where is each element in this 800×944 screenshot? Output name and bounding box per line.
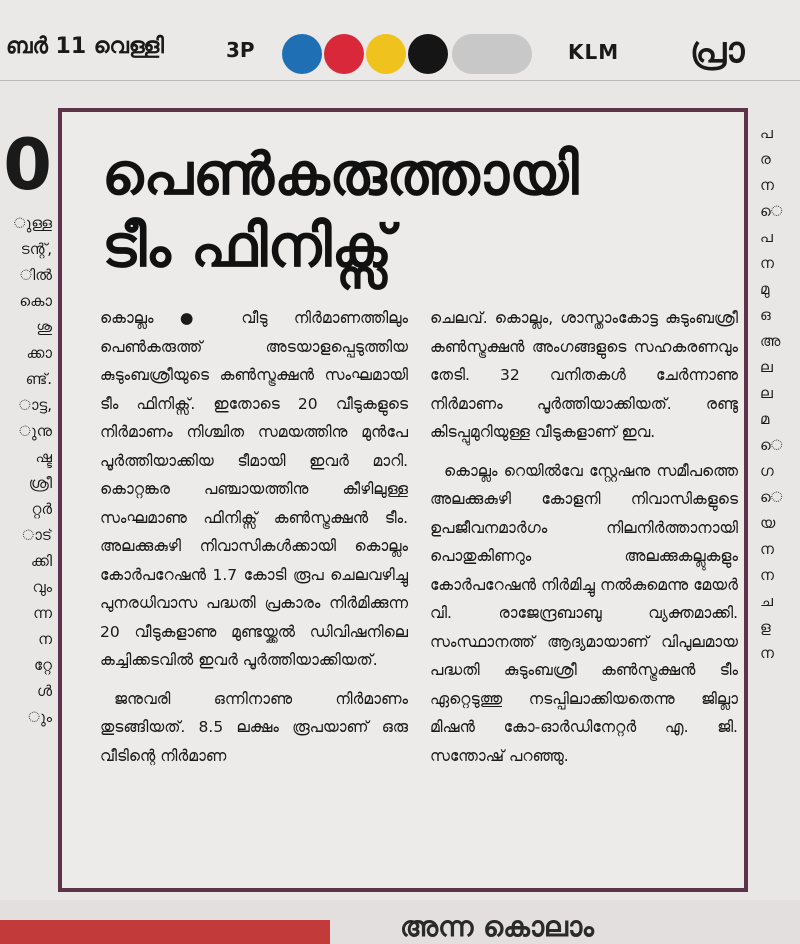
right-fragment-line: യ <box>760 514 776 532</box>
right-fragment-line: ന <box>760 176 774 194</box>
page-number: 3P <box>226 38 255 62</box>
left-fragment-line: ാട്ട, <box>18 396 52 414</box>
right-fragment-line: െ <box>760 202 783 220</box>
right-fragment-line: ന <box>760 254 774 272</box>
left-fragment-line: ന <box>38 630 52 648</box>
left-fragment-line: ും <box>28 708 52 726</box>
right-fragment-line: ഗ <box>760 462 774 480</box>
article-column-2 <box>430 304 738 780</box>
right-fragment-line: പ <box>760 228 773 246</box>
left-fragment-line: ുനു <box>19 422 52 440</box>
paragraph: ജനുവരി ഒന്നിനാണു നിർമാണം തുടങ്ങിയത്. 8.5 ലക്ഷം രൂപയാണ് ഒരു വീടിന്റെ നിർമാണ <box>100 689 408 765</box>
right-fragment-line: ന <box>760 644 774 662</box>
left-fragment-line: റ്റേ <box>33 656 52 674</box>
left-fragment-line: റ്റർ <box>31 500 52 518</box>
right-fragment-line: ല <box>760 384 773 402</box>
right-fragment-line: ച <box>760 592 773 610</box>
headline-line-1: പെൺകരുത്തായി <box>102 140 579 208</box>
paragraph: കൊല്ലം റെയിൽവേ സ്റ്റേഷനു സമീപത്തെ അലക്കുകുഴി കോളനി നിവാസികളുടെ ഉപജീവനമാർഗം നിലനിർത്താനായി പൊതുകിണറും അലക്കുകല്ലുകളും കോർപറേഷൻ നിർമിച്ചു നൽകുമെന്നു മേയർ വി. രാജേന്ദ്രബാബു വ്യക്തമാക്കി. സംസ്ഥാനത്ത് ആദ്യമായാണ് വിപുലമായ പദ്ധതി കുടുംബശ്രീ കൺസ്ട്രക്ഷൻ ടീം ഏറ്റെടുത്തു നടപ്പിലാക്കിയതെന്നു ജില്ലാ മിഷൻ കോ-ഓർഡിനേറ്റർ എ. ജി. സന്തോഷ് പറഞ്ഞു. <box>430 461 738 765</box>
left-fragment-line: ക്കി <box>30 552 52 570</box>
left-fragment-line: ടന്റ്, <box>20 240 52 258</box>
left-fragment-line: ഷ്ട <box>35 448 52 466</box>
article-column-1 <box>100 304 408 780</box>
left-fragment-line: ണ്ട്. <box>25 370 52 388</box>
edition-code: KLM <box>568 40 620 64</box>
right-fragment-line: ല <box>760 358 773 376</box>
left-fragment-big: 0 <box>3 124 52 206</box>
paragraph: ചെലവ്. കൊല്ലം, ശാസ്താംകോട്ട കുടുംബശ്രീ കൺസ്ട്രക്ഷൻ അംഗങ്ങളുടെ സഹകരണവും തേടി. 32 വനിതകൾ ചേർന്നാണു നിർമാണം പൂർത്തിയാക്കിയത്. രണ്ടു കിടപ്പുമുറിയുള്ള വീടുകളാണ് ഇവ. <box>430 309 738 441</box>
article-box <box>58 108 748 892</box>
left-fragment-line: ാട് <box>22 526 52 544</box>
left-fragment-line: ിൽ <box>20 266 52 284</box>
right-fragment-line: ഒ <box>760 306 771 324</box>
left-fragment-line: ശ്രീ <box>28 474 52 492</box>
right-column-fragment <box>760 120 800 880</box>
left-column-fragment <box>0 120 52 880</box>
left-fragment-line: ശു <box>36 318 52 336</box>
right-fragment-line: െ <box>760 488 783 506</box>
right-fragment-line: പ <box>760 124 773 142</box>
red-ad-strip <box>0 920 330 944</box>
yellow-dot <box>366 34 406 74</box>
header-date: ബർ 11 വെള്ളി <box>6 34 164 59</box>
right-fragment-line: ന <box>760 540 774 558</box>
masthead: പ്രാ <box>690 30 745 71</box>
red-dot <box>324 34 364 74</box>
grey-dot <box>452 34 532 74</box>
left-fragment-line: ൾ <box>36 682 52 700</box>
left-fragment-line: ന്ന <box>33 604 52 622</box>
left-fragment-line: ക്കാ <box>26 344 52 362</box>
right-fragment-line: െ <box>760 436 783 454</box>
black-dot <box>408 34 448 74</box>
blue-dot <box>282 34 322 74</box>
paragraph: കൊല്ലം ● വീടു നിർമാണത്തിലും പെൺകരുത്ത് അടയാളപ്പെടുത്തിയ കുടുംബശ്രീയുടെ കൺസ്ട്രക്ഷൻ സംഘമായി ടീം ഫിനിക്സ്. ഇതോടെ 20 വീടുകളുടെ നിർമാണം നിശ്ചിത സമയത്തിനു മുൻപേ പൂർത്തിയാക്കിയ ടീമായി ഇവർ മാറി. കൊറ്റങ്കര പഞ്ചായത്തിനു കീഴിലുള്ള സംഘമാണു ഫിനിക്സ് കൺസ്ട്രക്ഷൻ ടീം. അലക്കുകുഴി നിവാസികൾക്കായി കൊല്ലം കോർപറേഷൻ 1.7 കോടി രൂപ ചെലവഴിച്ചു പുനരധിവാസ പദ്ധതി പ്രകാരം നിർമിക്കുന്ന 20 വീടുകളാണു മുണ്ടയ്ക്കൽ ഡിവിഷനിലെ കച്ചിക്കടവിൽ ഇവർ പൂർത്തിയാക്കിയത്. <box>100 309 408 669</box>
right-fragment-line: ര <box>760 150 771 168</box>
right-fragment-line: മ <box>760 410 770 428</box>
right-fragment-line: ന <box>760 566 774 584</box>
page-header <box>0 0 800 81</box>
left-fragment-line: വും <box>32 578 52 596</box>
left-fragment-line: ുള്ള <box>13 214 52 232</box>
article-headline <box>102 138 722 282</box>
right-fragment-line: അ <box>760 332 781 350</box>
right-fragment-line: മു <box>760 280 770 298</box>
left-fragment-line: കൊ <box>19 292 52 310</box>
headline-line-2: ടീം ഫിനിക്സ് <box>102 212 393 280</box>
next-headline-fragment: അന്ന കൊലാം <box>400 910 594 943</box>
right-fragment-line: ള <box>760 618 771 636</box>
